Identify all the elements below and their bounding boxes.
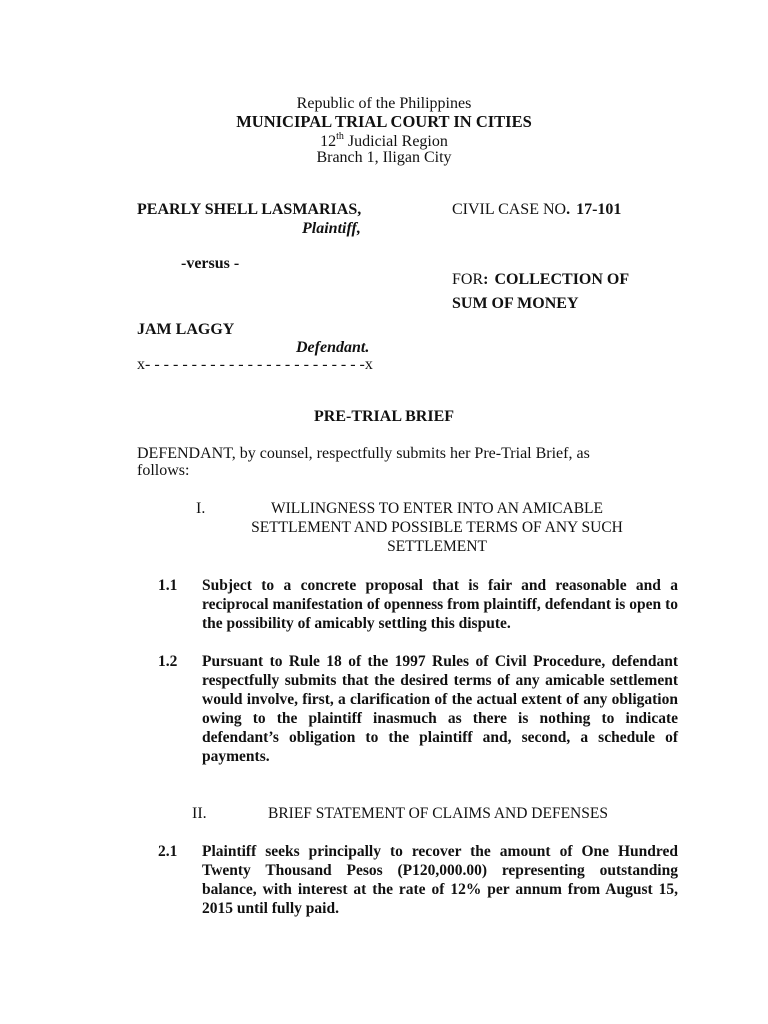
plaintiff-name: PEARLY SHELL LASMARIAS, <box>137 201 362 218</box>
republic-line: Republic of the Philippines <box>296 95 472 112</box>
versus-text: -versus - <box>181 255 240 272</box>
paragraph-2-1-text: Plaintiff seeks principally to recover the amount of One Hundred Twenty Thousand Pesos (P120,000.00) representing outstanding balance, with interest at the rate of 12% per annum from August 15, 2015 until fully paid. <box>202 843 678 917</box>
region-text: Judicial Region <box>343 133 448 150</box>
section-1-heading-line-3: SETTLEMENT <box>387 538 487 555</box>
paragraph-1-2-text: Pursuant to Rule 18 of the 1997 Rules of Civil Procedure, defendant respectfully submits that the desired terms of any amicable settlement would involve, first, a clarification of the actual extent of any obligation owing to the plaintiff inasmuch as there is nothing to indicate defendant’s obligation to the plaintiff and, second, a schedule of payments. <box>202 653 678 765</box>
defendant-label: Defendant. <box>296 339 370 356</box>
section-2-heading: BRIEF STATEMENT OF CLAIMS AND DEFENSES <box>268 805 608 822</box>
for-value-line1: COLLECTION OF <box>494 271 630 288</box>
defendant-name: JAM LAGGY <box>137 321 235 338</box>
for-line <box>452 272 629 288</box>
paragraph-1-2-number: 1.2 <box>158 653 178 670</box>
section-1-heading-line-2: SETTLEMENT AND POSSIBLE TERMS OF ANY SUCH <box>251 519 623 536</box>
case-label-dot: . <box>566 201 571 218</box>
intro-line-1: DEFENDANT, by counsel, respectfully submits her Pre-Trial Brief, as <box>137 445 590 462</box>
region-ordinal-suffix: th <box>336 131 344 142</box>
caption-separator: x- - - - - - - - - - - - - - - - - - - - - - - -x <box>137 356 373 373</box>
section-1-heading <box>212 499 662 556</box>
for-colon: : <box>483 271 489 288</box>
paragraph-1-1-number: 1.1 <box>158 577 178 594</box>
paragraph-2-1-number: 2.1 <box>158 843 178 860</box>
judicial-region <box>0 131 768 150</box>
case-number: 17-101 <box>576 201 622 218</box>
case-label: CIVIL CASE NO <box>452 201 567 218</box>
section-1-numeral: I. <box>196 500 206 517</box>
section-2-numeral: II. <box>192 805 207 822</box>
civil-case-line <box>452 202 621 218</box>
for-label: FOR <box>452 271 484 288</box>
branch-line: Branch 1, Iligan City <box>316 149 452 166</box>
intro-line-2: follows: <box>137 462 190 479</box>
section-1-heading-line-1: WILLINGNESS TO ENTER INTO AN AMICABLE <box>271 500 603 517</box>
court-name: MUNICIPAL TRIAL COURT IN CITIES <box>236 112 532 131</box>
plaintiff-label: Plaintiff, <box>302 220 361 237</box>
for-value-line2: SUM OF MONEY <box>452 295 579 312</box>
document-title: PRE-TRIAL BRIEF <box>313 408 455 425</box>
region-number: 12 <box>320 133 337 150</box>
paragraph-1-1-text: Subject to a concrete proposal that is fair and reasonable and a reciprocal manifestation of openness from plaintiff, defendant is open to the possibility of amicably settling this dispute. <box>202 577 678 632</box>
